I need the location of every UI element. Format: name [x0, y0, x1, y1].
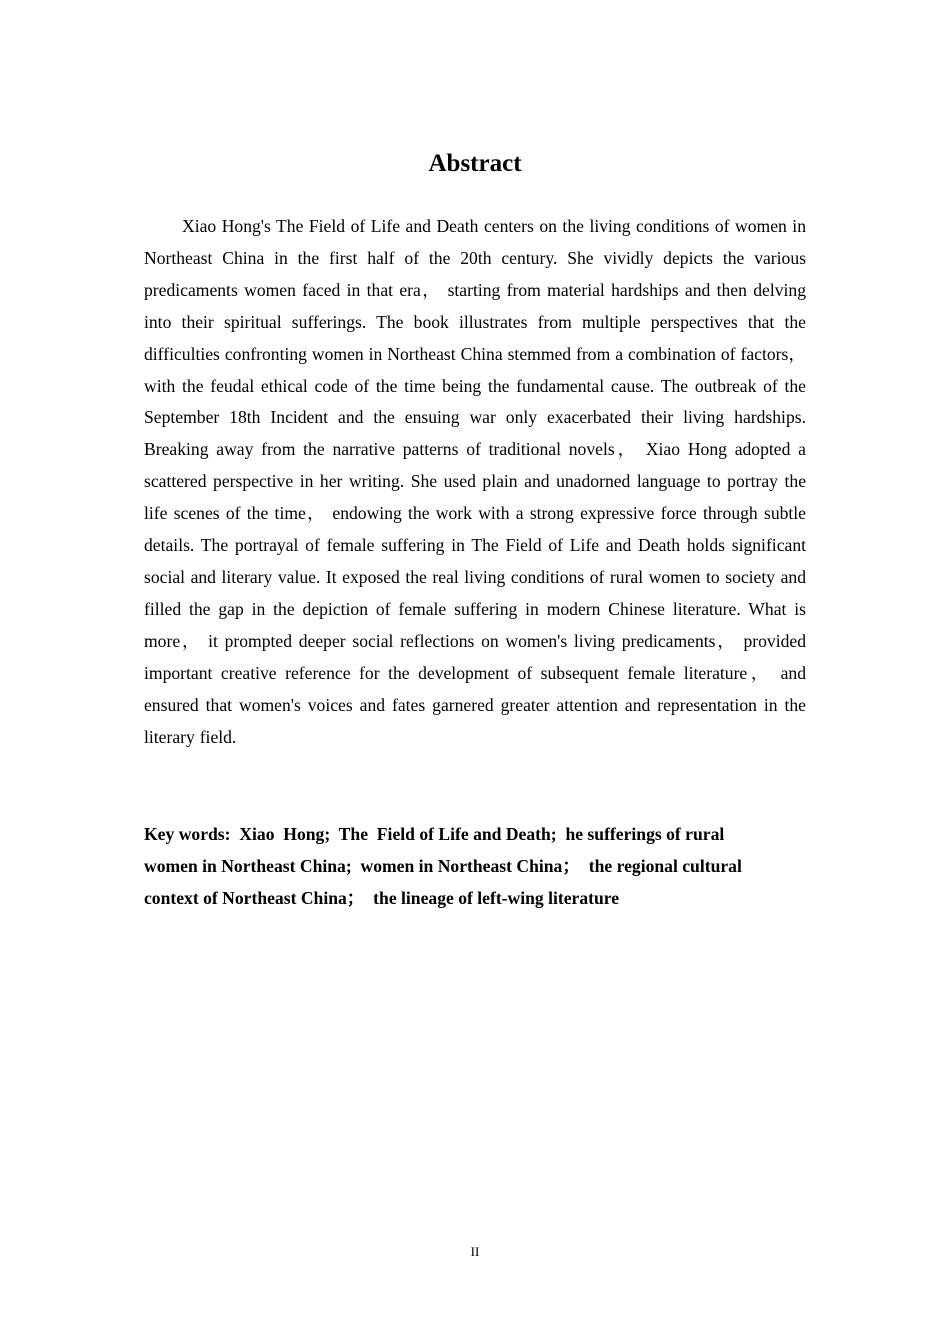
keywords-label: Key words: — [144, 824, 231, 844]
keywords-line-3: context of Northeast China； the lineage of left-wing literature — [144, 888, 620, 908]
page-number: II — [470, 1244, 480, 1259]
abstract-title: Abstract — [428, 150, 522, 177]
abstract-paragraph: Xiao Hong's The Field of Life and Death centers on the living conditions of women in Northeast China in the first half of the 20th century. She vividly depicts the various predicaments women faced in that era， starting from material hardships and then delving into their spiritual sufferings. The book illustrates from multiple perspectives that the difficulties confronting women in Northeast China stemmed from a combination of factors， with the feudal ethical code of the time being the fundamental cause. The outbreak of the September 18th Incident and the ensuing war only exacerbated their living hardships. Breaking away from the narrative patterns of traditional novels， Xiao Hong adopted a scattered perspective in her writing. She used plain and unadorned language to portray the life scenes of the time， endowing the work with a strong expressive force through subtle details. The portrayal of female suffering in The Field of Life and Death holds significant social and literary value. It exposed the real living conditions of rural women to society and filled the gap in the depiction of female suffering in modern Chinese literature. What is more， it prompted deeper social reflections on women's living predicaments， provided important creative reference for the development of subsequent female literature， and ensured that women's voices and fates garnered greater attention and representation in the literary field. — [144, 216, 806, 747]
keywords-line-1: Xiao Hong; The Field of Life and Death; he sufferings of rural — [230, 824, 725, 844]
keywords-block — [144, 818, 806, 914]
keywords-line-2: women in Northeast China; women in Northeast China； the regional cultural — [144, 856, 742, 876]
